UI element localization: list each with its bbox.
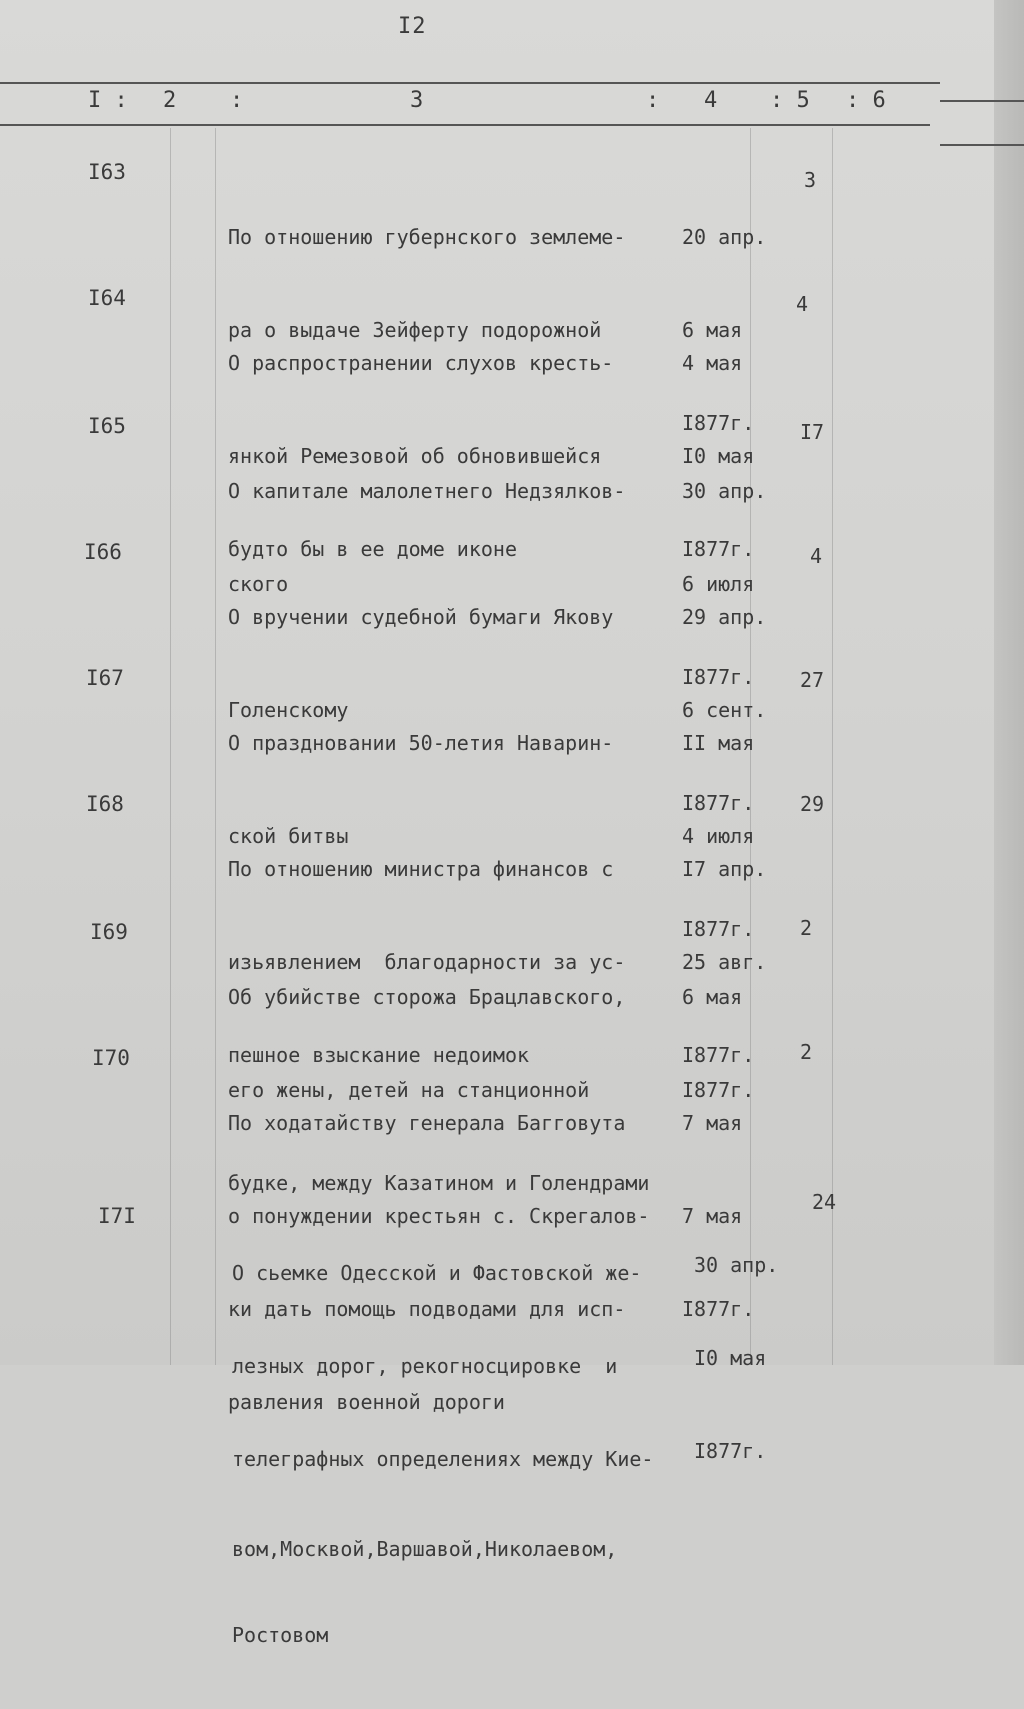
sheet-count: 2 — [800, 1040, 813, 1064]
date-line: 20 апр. — [682, 225, 767, 249]
date-line: I0 мая — [694, 1346, 767, 1370]
title-line: телеграфных определениях между Кие- — [232, 1447, 654, 1471]
title-line: вом,Москвой,Варшавой,Николаевом, — [232, 1537, 618, 1561]
column-divider — [215, 128, 216, 1365]
header-col-4: 4 — [704, 88, 718, 113]
header-right-rule-lower — [940, 144, 1024, 146]
title-line: ра о выдаче Зейферту подорожной — [228, 318, 602, 342]
date-line: I877г. — [682, 411, 755, 435]
title-line: По ходатайству генерала Багговута — [228, 1111, 626, 1135]
title-line: По отношению министра финансов с — [228, 857, 614, 881]
date-line: 30 апр. — [682, 479, 767, 503]
title-line: пешное взыскание недоимок — [228, 1043, 530, 1067]
page-number: I2 — [398, 14, 427, 39]
sheet-count: 3 — [804, 168, 817, 192]
header-col-3: 3 — [410, 88, 424, 113]
sheet-count: I7 — [800, 420, 825, 444]
title-line: О праздновании 50-летия Наварин- — [228, 731, 614, 755]
sheet-count: 4 — [796, 292, 809, 316]
header-col-2-sep: : — [230, 88, 244, 113]
title-line: изьявлением благодарности за ус- — [228, 950, 626, 974]
title-line: ки дать помощь подводами для исп- — [228, 1297, 626, 1321]
header-col-5: : 5 — [770, 88, 810, 113]
title-line: Об убийстве сторожа Брацлавского, — [228, 985, 626, 1009]
item-number: I63 — [88, 160, 126, 184]
header-col-6: : 6 — [846, 88, 886, 113]
date-line: I0 мая — [682, 444, 755, 468]
date-line: 6 мая — [682, 318, 743, 342]
title-line: ской битвы — [228, 824, 349, 848]
sheet-count: 4 — [810, 544, 823, 568]
title-line: лезных дорог, рекогносцировке и — [232, 1354, 618, 1378]
title-line: О сьемке Одесской и Фастовской же- — [232, 1261, 642, 1285]
date-line: 30 апр. — [694, 1253, 779, 1277]
title-line: янкой Ремезовой об обновившейся — [228, 444, 602, 468]
date-line: I877г. — [682, 1078, 755, 1102]
title-line: ского — [228, 572, 289, 596]
date-line: 25 авг. — [682, 950, 767, 974]
date-line: 7 мая — [682, 1111, 743, 1135]
item-number: I66 — [84, 540, 122, 564]
item-number: I64 — [88, 286, 126, 310]
page-edge-shadow — [994, 0, 1024, 1365]
header-col-1: I : — [88, 88, 128, 113]
title-line: равления военной дороги — [228, 1390, 505, 1414]
item-dates — [694, 1188, 794, 1529]
title-line: О вручении судебной бумаги Якову — [228, 605, 614, 629]
header-top-rule — [0, 82, 940, 84]
sheet-count: 2 — [800, 916, 813, 940]
title-line: будто бы в ее доме иконе — [228, 537, 517, 561]
title-line: Голенскому — [228, 698, 349, 722]
item-number: I65 — [88, 414, 126, 438]
header-bottom-rule — [0, 124, 930, 126]
date-line: I877г. — [694, 1439, 767, 1463]
date-line: 6 сент. — [682, 698, 767, 722]
sheet-count: 24 — [812, 1190, 837, 1214]
item-number: I69 — [90, 920, 128, 944]
item-number: I68 — [86, 792, 124, 816]
date-line: I877г. — [682, 537, 755, 561]
date-line: I877г. — [682, 1297, 755, 1321]
date-line: I877г. — [682, 917, 755, 941]
date-line: I877г. — [682, 665, 755, 689]
date-line: II мая — [682, 731, 755, 755]
item-number: I67 — [86, 666, 124, 690]
title-line: будке, между Казатином и Голендрами — [228, 1171, 650, 1195]
item-number: I70 — [92, 1046, 130, 1070]
title-line: О распространении слухов кресть- — [228, 351, 614, 375]
sheet-count: 29 — [800, 792, 825, 816]
date-line: I7 апр. — [682, 857, 767, 881]
column-divider — [170, 128, 171, 1365]
header-right-rule — [940, 100, 1024, 102]
date-line: 6 мая — [682, 985, 743, 1009]
title-line: его жены, детей на станционной — [228, 1078, 590, 1102]
item-number: I7I — [98, 1204, 136, 1228]
date-line: I877г. — [682, 1043, 755, 1067]
column-divider — [832, 128, 833, 1365]
item-title — [232, 1196, 692, 1709]
date-line: 4 мая — [682, 351, 743, 375]
date-line: 29 апр. — [682, 605, 767, 629]
header-col-3-sep: : — [646, 88, 660, 113]
title-line: Ростовом — [232, 1623, 329, 1647]
date-line: 4 июля — [682, 824, 755, 848]
sheet-count: 27 — [800, 668, 825, 692]
title-line: По отношению губернского землеме- — [228, 225, 626, 249]
date-line: 6 июля — [682, 572, 755, 596]
title-line: о понуждении крестьян с. Скрегалов- — [228, 1204, 650, 1228]
date-line: I877г. — [682, 791, 755, 815]
date-line: 7 мая — [682, 1204, 743, 1228]
header-col-2: 2 — [163, 88, 177, 113]
title-line: О капитале малолетнего Недзялков- — [228, 479, 626, 503]
